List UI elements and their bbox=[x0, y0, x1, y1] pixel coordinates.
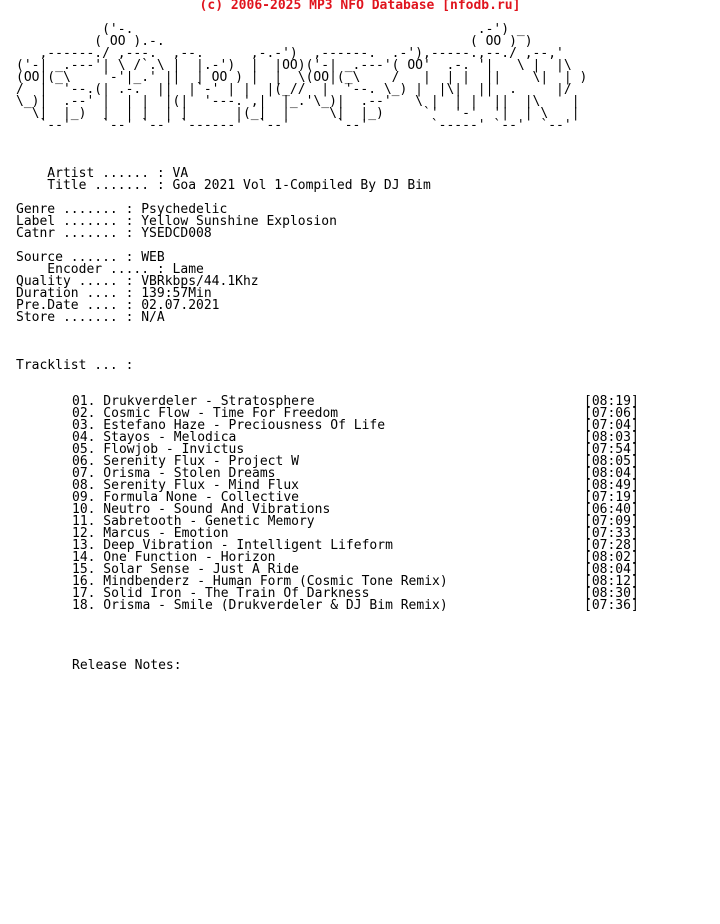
info-value: Goa 2021 Vol 1-Compiled By DJ Bim bbox=[172, 178, 431, 193]
track-title: 11. Sabretooth - Genetic Memory bbox=[72, 514, 315, 529]
track-title: 07. Orisma - Stolen Dreams bbox=[72, 466, 276, 481]
track-title: 03. Estefano Haze - Preciousness Of Life bbox=[72, 418, 386, 433]
track-duration: [07:28] bbox=[584, 538, 639, 553]
track-title: 10. Neutro - Sound And Vibrations bbox=[72, 502, 331, 517]
info-value: Psychedelic bbox=[141, 202, 228, 217]
ascii-art-logo: ('-. .-') _ ( OO ).-. ( OO ) ) ,------./ ,---. ,--. ,-.-') ,------. .-'),-----.,--./ ,--,' ('-| _.---'| \ /`.\ | |.-') | |OO)('-| _.---'( OO' .-. '| \ | |\ (OO|(_\ '-'|_.' || | OO ) | | \(OO|(_\ / | | | || \| | ) / | '--.(| .-. || |`-' | | |(_// | '--. \_) | |\| || . |/ \_)| .--' | | | |(| '---.',| |_.'\_)| .--' \ | | | || |\ | \| |_) | | | | | |(_| | \| |_) `' '-' '| | \ | `--' `--' `--' `------' `--' `--' `-----' `--' `--' bbox=[16, 22, 588, 133]
info-value: VA bbox=[172, 166, 189, 181]
release-notes-heading: Release Notes: bbox=[72, 658, 182, 673]
info-value: Yellow Sunshine Explosion bbox=[141, 214, 337, 229]
track-title: 13. Deep Vibration - Intelligent Lifeform bbox=[72, 538, 393, 553]
track-duration: [07:19] bbox=[584, 490, 639, 505]
track-duration: [07:33] bbox=[584, 526, 639, 541]
info-label: Artist ...... : bbox=[16, 166, 173, 181]
track-duration: [07:09] bbox=[584, 514, 639, 529]
track-duration: [08:04] bbox=[584, 562, 639, 577]
tracklist-heading: Tracklist ... : bbox=[16, 358, 134, 373]
info-label: Quality ..... : bbox=[16, 274, 142, 289]
track-title: 18. Orisma - Smile (Drukverdeler & DJ Bim Remix) bbox=[72, 598, 448, 613]
track-title: 04. Stayos - Melodica bbox=[72, 430, 237, 445]
track-title: 09. Formula None - Collective bbox=[72, 490, 299, 505]
track-title: 12. Marcus - Emotion bbox=[72, 526, 229, 541]
track-title: 17. Solid Iron - The Train Of Darkness bbox=[72, 586, 370, 601]
info-value: VBRkbps/44.1Khz bbox=[141, 274, 259, 289]
info-label: Encoder ..... : bbox=[16, 262, 173, 277]
info-label: Catnr ....... : bbox=[16, 226, 142, 241]
track-duration: [07:06] bbox=[584, 406, 639, 421]
track-duration: [08:30] bbox=[584, 586, 639, 601]
track-title: 15. Solar Sense - Just A Ride bbox=[72, 562, 299, 577]
info-value: 139:57Min bbox=[141, 286, 212, 301]
tracklist bbox=[72, 396, 642, 612]
info-label: Duration .... : bbox=[16, 286, 142, 301]
info-value: 02.07.2021 bbox=[141, 298, 220, 313]
track-duration: [08:04] bbox=[584, 466, 639, 481]
info-label: Pre.Date .... : bbox=[16, 298, 142, 313]
track-duration: [07:04] bbox=[584, 418, 639, 433]
track-title: 14. One Function - Horizon bbox=[72, 550, 276, 565]
track-title: 08. Serenity Flux - Mind Flux bbox=[72, 478, 299, 493]
info-row bbox=[16, 312, 431, 324]
site-banner: (c) 2006-2025 MP3 NFO Database [nfodb.ru] bbox=[199, 0, 521, 13]
info-label: Store ....... : bbox=[16, 310, 142, 325]
track-title: 01. Drukverdeler - Stratosphere bbox=[72, 394, 315, 409]
track-duration: [07:54] bbox=[584, 442, 639, 457]
info-label: Label ....... : bbox=[16, 214, 142, 229]
track-duration: [08:05] bbox=[584, 454, 639, 469]
track-duration: [08:02] bbox=[584, 550, 639, 565]
info-label: Title ....... : bbox=[16, 178, 173, 193]
track-duration: [08:49] bbox=[584, 478, 639, 493]
info-label: Source ...... : bbox=[16, 250, 142, 265]
info-value: N/A bbox=[141, 310, 165, 325]
track-duration: [08:12] bbox=[584, 574, 639, 589]
info-value: Lame bbox=[172, 262, 204, 277]
track-title: 02. Cosmic Flow - Time For Freedom bbox=[72, 406, 339, 421]
track-duration: [08:19] bbox=[584, 394, 639, 409]
info-value: WEB bbox=[141, 250, 165, 265]
track-row bbox=[72, 600, 642, 612]
track-duration: [06:40] bbox=[584, 502, 639, 517]
track-duration: [08:03] bbox=[584, 430, 639, 445]
info-row bbox=[16, 180, 431, 192]
release-info bbox=[16, 168, 431, 324]
info-row bbox=[16, 228, 431, 240]
track-title: 06. Serenity Flux - Project W bbox=[72, 454, 299, 469]
track-duration: [07:36] bbox=[584, 598, 639, 613]
info-value: YSEDCD008 bbox=[141, 226, 212, 241]
track-title: 16. Mindbenderz - Human Form (Cosmic Tone Remix) bbox=[72, 574, 448, 589]
info-label: Genre ....... : bbox=[16, 202, 142, 217]
track-title: 05. Flowjob - Invictus bbox=[72, 442, 245, 457]
